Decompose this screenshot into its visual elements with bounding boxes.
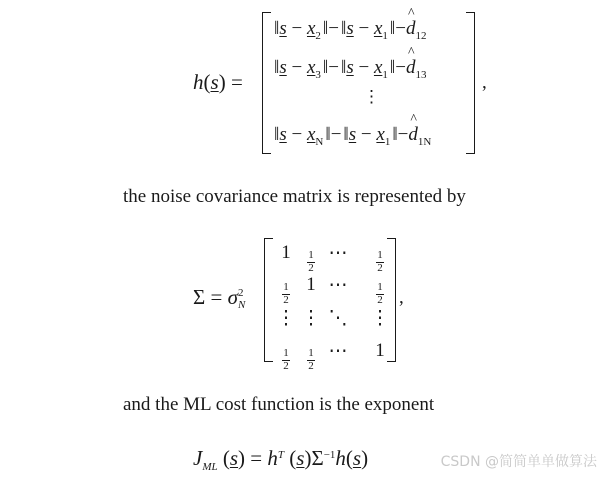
- sigma-entry-r4-c1: [275, 340, 297, 372]
- sigma-entry-r4-c4: 1: [375, 340, 385, 361]
- eq1-vertical-dots: ⋮: [363, 87, 380, 106]
- fraction-numerator: 1: [283, 281, 289, 293]
- fraction-numerator: 1: [377, 249, 383, 261]
- sigma-entry-r2-c4: [369, 274, 391, 306]
- eq1-row-2: ‖ $s - x_3$ ‖ − ‖ $s - x_1$ ‖ −^ $d_{13}$: [272, 57, 426, 79]
- sigma-entry-r2-c1: [275, 274, 297, 306]
- fraction-numerator: 1: [283, 347, 289, 359]
- fraction-numerator: 1: [308, 249, 314, 261]
- prose-covariance-intro: the noise covariance matrix is represented by: [123, 186, 466, 207]
- prose-ml-cost-intro: and the ML cost function is the exponent: [123, 394, 435, 415]
- eq1-row-1: ‖ $s - x_2$ ‖ − ‖ $s - x_1$ ‖ −^ $d_{12}$: [272, 18, 426, 40]
- fraction-denominator: 2: [283, 359, 289, 372]
- fraction-one-half: [307, 348, 315, 372]
- fraction-denominator: 2: [377, 293, 383, 306]
- sigma-entry-r3-c3: ⋱: [328, 308, 348, 329]
- fraction-one-half: [307, 250, 315, 274]
- fraction-one-half: [282, 282, 290, 306]
- sigma-matrix-label: Σ = σ 2 N: [193, 285, 246, 312]
- eq1-row-n: ‖ $s - x_N$ ‖ − ‖ $s - x_1$ ‖ −^ $d_{1N}$: [272, 124, 431, 146]
- sigma-entry-r2-c2: 1: [306, 274, 316, 295]
- sigma-entry-r1-c3: ⋯: [328, 243, 348, 264]
- fraction-denominator: 2: [308, 261, 314, 274]
- fraction-one-half: [376, 282, 384, 306]
- eq1-trailing-comma: ,: [482, 72, 487, 93]
- fraction-numerator: 1: [308, 347, 314, 359]
- sigma-entry-r2-c3: ⋯: [328, 275, 348, 296]
- eq2-left-bracket: [264, 238, 273, 362]
- fraction-one-half: [376, 250, 384, 274]
- fraction-denominator: 2: [283, 293, 289, 306]
- sigma-entry-r1-c1: 1: [281, 242, 291, 263]
- fraction-numerator: 1: [377, 281, 383, 293]
- fraction-one-half: [282, 348, 290, 372]
- sigma-entry-r3-c1: ⋮: [276, 308, 296, 329]
- eq1-right-bracket: [466, 12, 475, 154]
- sigma-entry-r3-c2: ⋮: [301, 308, 321, 329]
- eq1-left-bracket: [262, 12, 271, 154]
- csdn-watermark: CSDN @简简单单做算法: [440, 454, 597, 470]
- ml-cost-function: $J_{ML}$ $(s) = h^T$ $(s)\Sigma^{-1}h(s)$: [193, 446, 369, 473]
- sigma-entry-r3-c4: ⋮: [370, 308, 390, 329]
- fraction-denominator: 2: [308, 359, 314, 372]
- sigma-entry-r1-c2: [300, 242, 322, 274]
- eq2-trailing-comma: ,: [399, 287, 404, 308]
- sigma-entry-r1-c4: [369, 242, 391, 274]
- sigma-entry-r4-c2: [300, 340, 322, 372]
- h-of-s-label: h(s) =: [193, 70, 243, 94]
- sigma-entry-r4-c3: ⋯: [328, 341, 348, 362]
- fraction-denominator: 2: [377, 261, 383, 274]
